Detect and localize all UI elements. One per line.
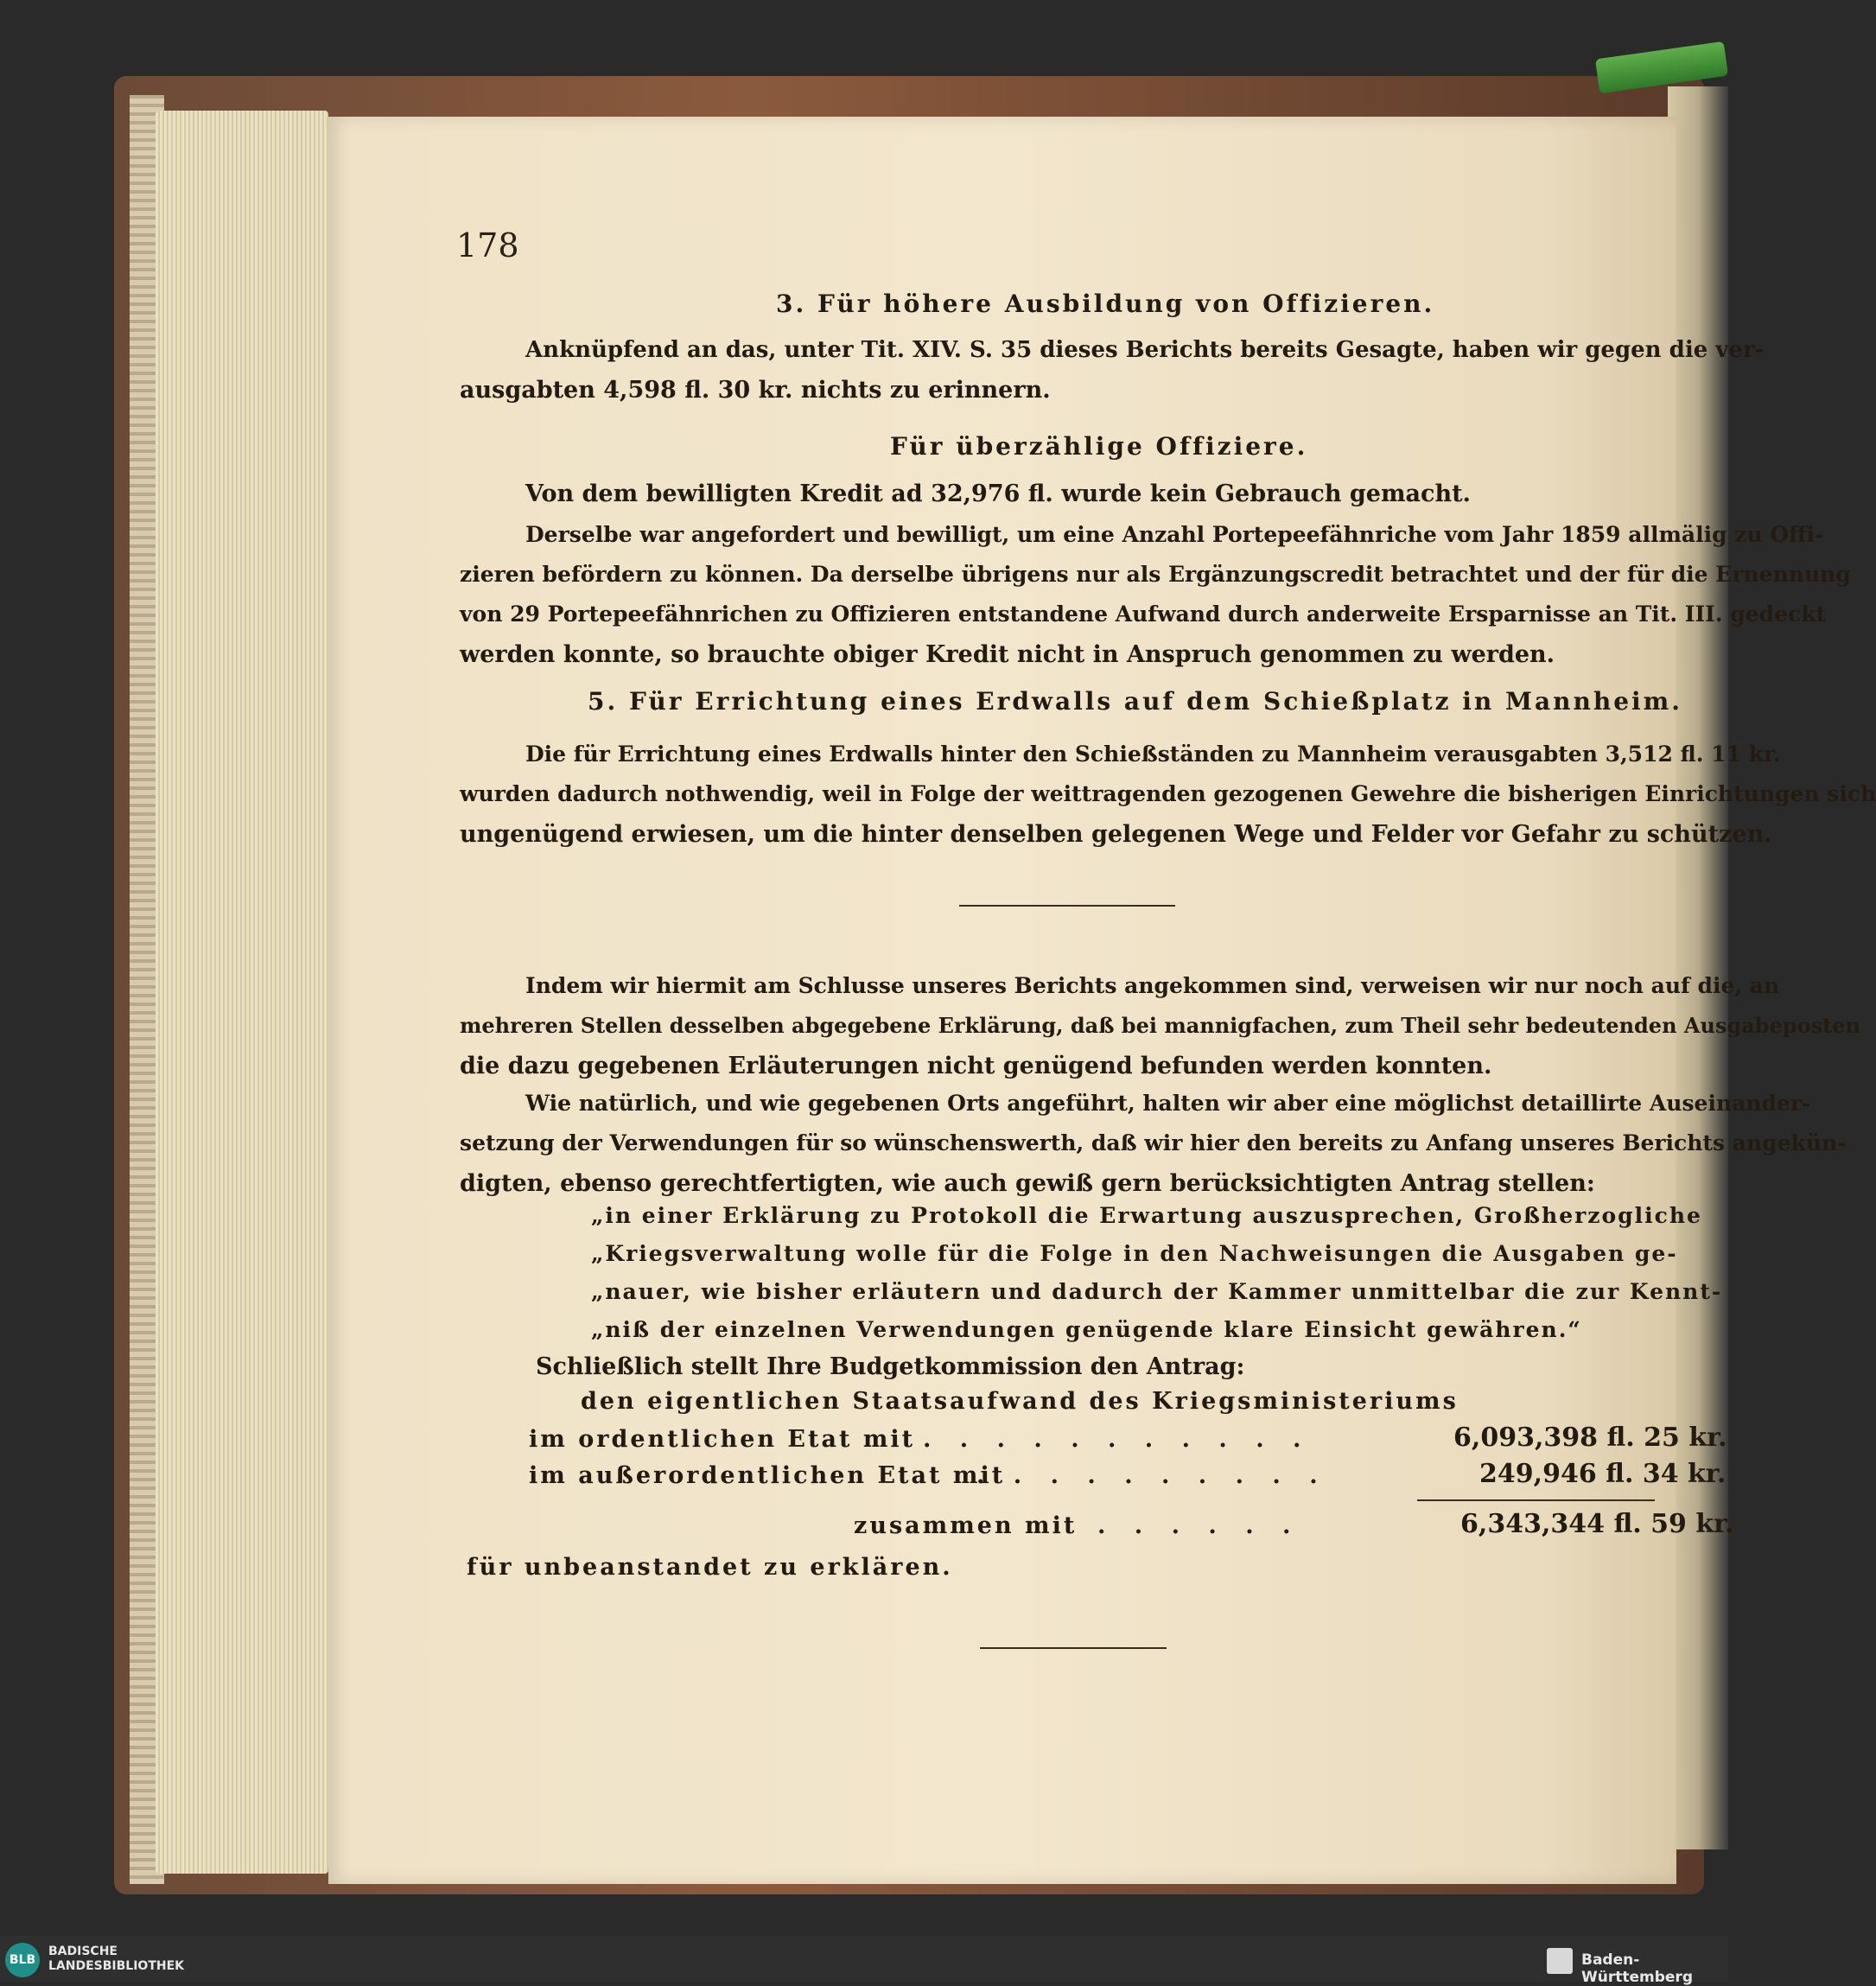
blb-line2: LANDESBIBLIOTHEK — [48, 1959, 185, 1973]
paragraph-line: für unbeanstandet zu erklären. — [467, 1554, 953, 1581]
paragraph-line: Derselbe war angefordert und bewilligt, um eine Anzahl Portepeefähnriche vom Jahr 1859 allmälig zu Offi- — [525, 522, 1824, 547]
paragraph-line: Anknüpfend an das, unter Tit. XIV. S. 35 dieses Berichts bereits Gesagte, haben wir gegen die ver- — [525, 337, 1765, 363]
budget-row-dots: . . . . . . . . . . — [976, 1462, 1328, 1489]
section-heading-3: 3. Für höhere Ausbildung von Offizieren. — [776, 290, 1435, 318]
paragraph-line: die dazu gegebenen Erläuterungen nicht genügend befunden werden konnten. — [460, 1053, 1492, 1079]
quote-line: „Kriegsverwaltung wolle für die Folge in den Nachweisungen die Ausgaben ge- — [591, 1241, 1678, 1266]
budget-row-label: im ordentlichen Etat mit — [529, 1426, 916, 1453]
section-heading-4: Für überzählige Offiziere. — [890, 432, 1308, 461]
page-edges — [156, 111, 328, 1874]
budget-row-amount: 249,946 fl. 34 kr. — [1479, 1459, 1727, 1489]
paragraph-line: von 29 Portepeefähnrichen zu Offizieren entstandene Aufwand durch anderweite Ersparnisse an Tit. III. gedeckt — [460, 602, 1827, 627]
paragraph-line: werden konnte, so brauchte obiger Kredit nicht in Anspruch genommen zu werden. — [460, 641, 1555, 668]
paragraph-line: den eigentlichen Staatsaufwand des Kriegsministeriums — [581, 1388, 1459, 1415]
paragraph-line: ausgabten 4,598 fl. 30 kr. nichts zu erinnern. — [460, 377, 1051, 404]
budget-row-label: zusammen mit — [854, 1512, 1078, 1539]
bw-coat-of-arms-icon — [1547, 1948, 1573, 1974]
blb-logo-icon[interactable]: BLB — [5, 1943, 40, 1977]
divider-rule — [980, 1647, 1167, 1649]
sum-rule — [1417, 1499, 1655, 1501]
bw-label[interactable]: Baden-Württemberg — [1581, 1951, 1693, 1986]
budget-row-dots: . . . . . . . . . . . — [923, 1426, 1312, 1453]
paragraph-line: Von dem bewilligten Kredit ad 32,976 fl. wurde kein Gebrauch gemacht. — [525, 481, 1471, 507]
blb-line1: BADISCHE — [48, 1945, 118, 1958]
budget-row-amount: 6,343,344 fl. 59 kr. — [1460, 1509, 1734, 1539]
blb-label[interactable] — [48, 1945, 184, 1974]
quote-line: „in einer Erklärung zu Protokoll die Erwartung auszusprechen, Großherzogliche — [591, 1203, 1702, 1228]
paragraph-line: setzung der Verwendungen für so wünschenswerth, daß wir hier den bereits zu Anfang unseres Berichts angekün- — [460, 1130, 1847, 1155]
paragraph-line: zieren befördern zu können. Da derselbe übrigens nur als Ergänzungscredit betrachtet und der für die Ernennung — [460, 562, 1851, 587]
page-number: 178 — [456, 226, 519, 264]
paragraph-line: Die für Errichtung eines Erdwalls hinter den Schießständen zu Mannheim verausgabten 3,512 fl. 11 kr. — [525, 742, 1781, 767]
paragraph-line: mehreren Stellen desselben abgegebene Erklärung, daß bei mannigfachen, zum Theil sehr bedeutenden Ausgabeposten — [460, 1013, 1860, 1038]
budget-row-amount: 6,093,398 fl. 25 kr. — [1453, 1423, 1727, 1453]
budget-row-label: im außerordentlichen Etat mit — [529, 1462, 1006, 1489]
quote-line: „niß der einzelnen Verwendungen genügende klare Einsicht gewähren.“ — [591, 1317, 1582, 1342]
section-heading-5: 5. Für Errichtung eines Erdwalls auf dem Schießplatz in Mannheim. — [588, 687, 1683, 716]
paragraph-line: digten, ebenso gerechtfertigten, wie auch gewiß gern berücksichtigten Antrag stellen: — [460, 1170, 1595, 1197]
paragraph-line: ungenügend erwiesen, um die hinter denselben gelegenen Wege und Felder vor Gefahr zu schützen. — [460, 821, 1772, 848]
divider-rule — [959, 905, 1175, 907]
budget-row-dots: . . . . . . — [1097, 1512, 1301, 1539]
paragraph-line: Schließlich stellt Ihre Budgetkommission den Antrag: — [536, 1353, 1245, 1380]
footer-bar — [0, 1936, 1728, 1982]
paragraph-line: Wie natürlich, und wie gegebenen Orts angeführt, halten wir aber eine möglichst detaillirte Auseinander- — [525, 1091, 1811, 1116]
paragraph-line: Indem wir hiermit am Schlusse unseres Berichts angekommen sind, verweisen wir nur noch auf die, an — [525, 973, 1780, 998]
paragraph-line: wurden dadurch nothwendig, weil in Folge der weittragenden gezogenen Gewehre die bisherigen Einrichtungen sich — [460, 781, 1876, 806]
quote-line: „nauer, wie bisher erläutern und dadurch der Kammer unmittelbar die zur Kennt- — [591, 1279, 1723, 1304]
